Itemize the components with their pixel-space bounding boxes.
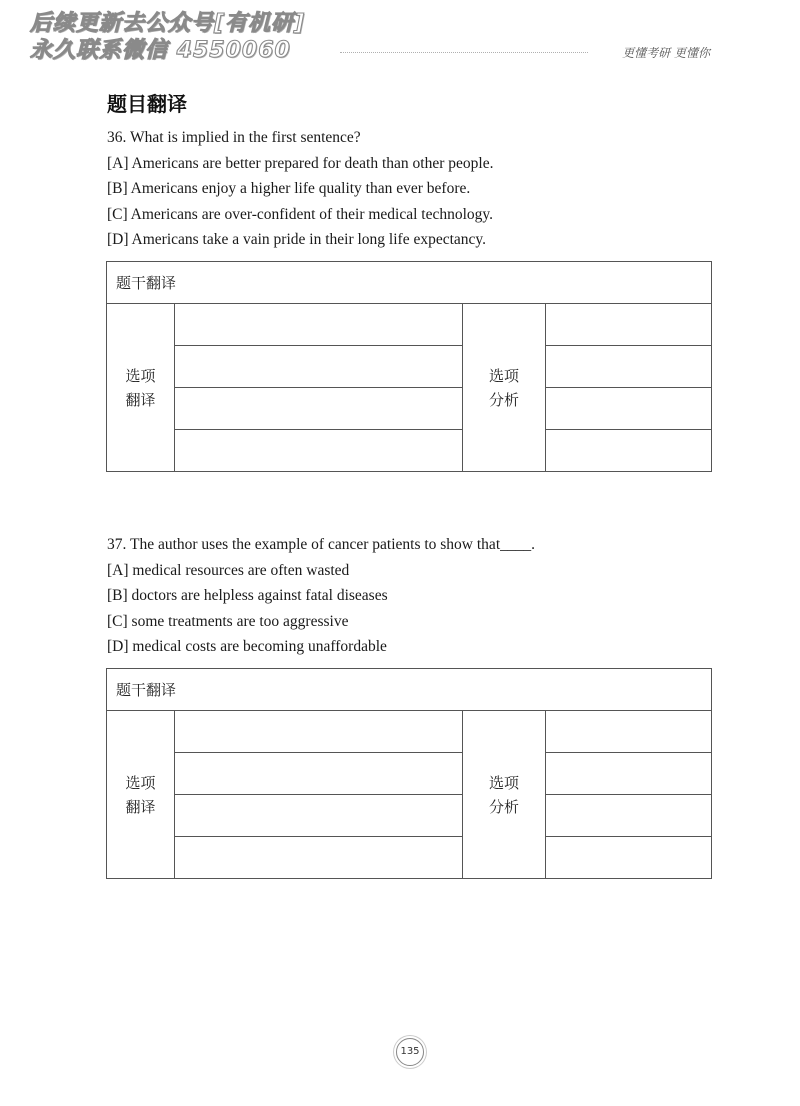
- analysis-blank[interactable]: [546, 753, 712, 795]
- translation-blank[interactable]: [175, 837, 463, 879]
- option-analysis-label: 选项 分析: [463, 304, 546, 472]
- option-b: [B] Americans enjoy a higher life quality than ever before.: [107, 180, 471, 197]
- option-d: [D] Americans take a vain pride in their long life expectancy.: [107, 231, 487, 248]
- question-stem: 37. The author uses the example of cancer patients to show that____.: [107, 536, 535, 553]
- question-37: [107, 532, 535, 660]
- question-36: [107, 125, 493, 253]
- analysis-blank[interactable]: [546, 388, 712, 430]
- section-title: 题目翻译: [107, 92, 187, 116]
- translation-blank[interactable]: [175, 430, 463, 472]
- translation-blank[interactable]: [175, 795, 463, 837]
- analysis-blank[interactable]: [546, 430, 712, 472]
- option-analysis-label: 选项 分析: [463, 711, 546, 879]
- analysis-blank[interactable]: [546, 795, 712, 837]
- stem-translation-label: 题干翻译: [107, 262, 712, 304]
- option-c: [C] some treatments are too aggressive: [107, 612, 349, 630]
- analysis-blank[interactable]: [546, 837, 712, 879]
- translation-blank[interactable]: [175, 346, 463, 388]
- stem-translation-label: 题干翻译: [107, 669, 712, 711]
- option-translation-label: 选项 翻译: [107, 711, 175, 879]
- answer-table-37: [106, 668, 712, 879]
- header-divider: [340, 52, 588, 53]
- watermark-line-2: 永久联系微信 4550060: [30, 38, 291, 63]
- option-a: [A] Americans are better prepared for death than other people.: [107, 154, 494, 172]
- analysis-blank[interactable]: [546, 711, 712, 753]
- question-stem: 36. What is implied in the first sentence?: [107, 129, 361, 146]
- option-c: [C] Americans are over-confident of their medical technology.: [107, 205, 494, 223]
- option-d: [D] medical costs are becoming unaffordable: [107, 638, 387, 655]
- option-translation-label: 选项 翻译: [107, 304, 175, 472]
- answer-table-36: [106, 261, 712, 472]
- translation-blank[interactable]: [175, 753, 463, 795]
- analysis-blank[interactable]: [546, 346, 712, 388]
- page-number: 135: [396, 1038, 424, 1066]
- translation-blank[interactable]: [175, 388, 463, 430]
- translation-blank[interactable]: [175, 304, 463, 346]
- header-slogan: 更懂考研 更懂你: [622, 46, 710, 60]
- watermark-line-1: 后续更新去公众号[有机研]: [30, 11, 306, 36]
- translation-blank[interactable]: [175, 711, 463, 753]
- option-b: [B] doctors are helpless against fatal diseases: [107, 587, 388, 604]
- option-a: [A] medical resources are often wasted: [107, 561, 350, 579]
- analysis-blank[interactable]: [546, 304, 712, 346]
- watermark: [30, 10, 305, 64]
